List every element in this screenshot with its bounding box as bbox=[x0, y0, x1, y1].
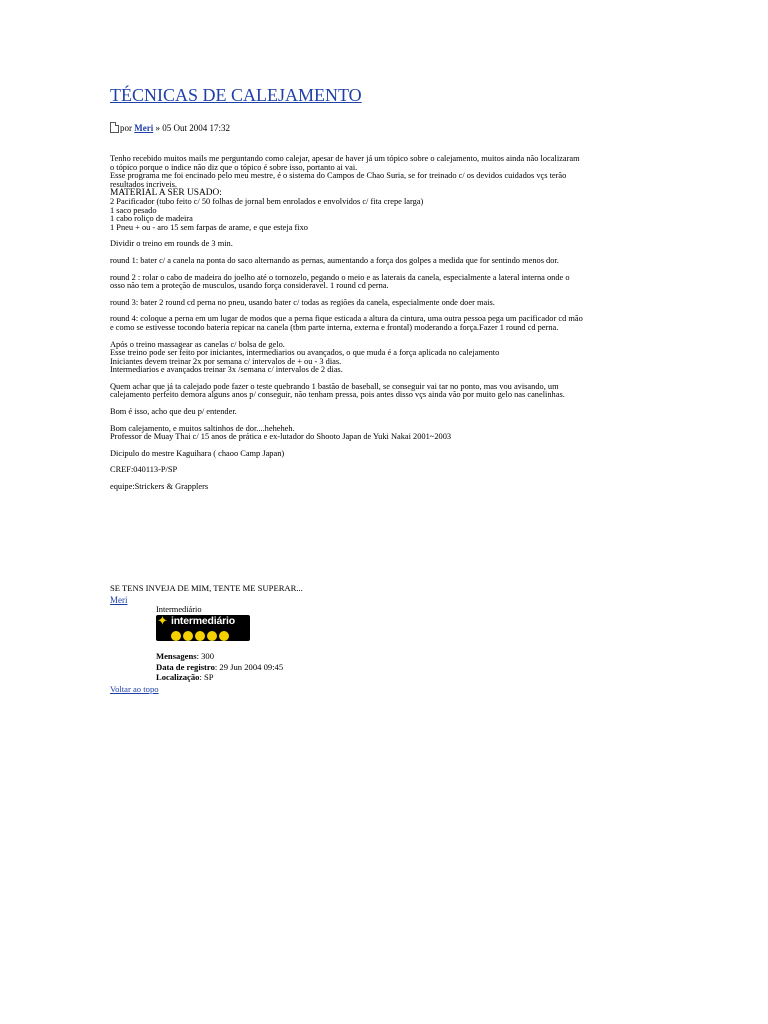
rank-dot bbox=[183, 631, 193, 641]
round-1: round 1: bater c/ a canela na ponta do saco alternando as pernas, aumentando a força dos golpes a medida que for sentindo menos dor. bbox=[110, 255, 559, 265]
closing-line: Professor de Muay Thai c/ 15 anos de prática e ex-lutador do Shooto Japan de Yuki Nakai 2001~2003 bbox=[110, 432, 452, 442]
back-to-top-link[interactable]: Voltar ao topo bbox=[110, 684, 159, 694]
material-item: 1 cabo roliço de madeira bbox=[110, 214, 193, 224]
rounds-intro: Dividir o treino em rounds de 3 min. bbox=[110, 239, 233, 249]
messages-value: : 300 bbox=[196, 651, 215, 661]
post-meta bbox=[110, 122, 230, 134]
round-2: osso não tem a proteção de musculos, usando força consideravel. 1 round cd perna. bbox=[110, 281, 389, 291]
rank-dot bbox=[219, 631, 229, 641]
round-4: round 4: coloque a perna em um lugar de modos que a perna fique esticada a altura da cintura, uma outra pessoa pega um pacificador cd mão bbox=[110, 314, 583, 324]
test-line: calejamento perfeito demora alguns anos p/ conseguir, não tenham pressa, pois antes disso vçs ainda vão por muito gelo nas canelinhas. bbox=[110, 390, 565, 400]
after-line: Esse treino pode ser feito por iniciantes, intermediarios ou avançados, o que muda é a força aplicada no calejamento bbox=[110, 348, 500, 358]
registered-label: Data de registro bbox=[156, 661, 215, 672]
location-value: : SP bbox=[199, 672, 214, 682]
closing-line: Bom calejamento, e muitos saltinhos de dor....heheheh. bbox=[110, 423, 295, 433]
body-line: Esse programa me foi encinado pelo meu mestre, é o sistema do Campos de Chao Suria, se for treinado c/ os devidos cuidados vçs terão bbox=[110, 171, 567, 181]
test-line: Quem achar que já ta calejado pode fazer o teste quebrando 1 bastão de baseball, se conseguir vai tar no ponto, mas vou avisando, um bbox=[110, 381, 559, 391]
bom-line: Bom é isso, acho que deu p/ entender. bbox=[110, 407, 237, 417]
poster-name-link[interactable]: Meri bbox=[110, 595, 128, 605]
post-date: 05 Out 2004 17:32 bbox=[162, 123, 230, 133]
rank-dot bbox=[195, 631, 205, 641]
after-line: Intermediarios e avançados treinar 3x /semana c/ intervalos de 2 dias. bbox=[110, 365, 343, 375]
meta-separator: » bbox=[153, 123, 163, 133]
post-icon bbox=[110, 122, 119, 133]
round-3: round 3: bater 2 round cd perna no pneu, usando bater c/ todas as regiões da canela, especialmente onde doer mais. bbox=[110, 297, 495, 307]
location-row bbox=[156, 672, 283, 683]
disciple-line: Dicipulo do mestre Kaguihara ( chaoo Camp Japan) bbox=[110, 448, 285, 458]
topic-title-link[interactable]: TÉCNICAS DE CALEJAMENTO bbox=[110, 85, 362, 105]
registered-value: : 29 Jun 2004 09:45 bbox=[214, 661, 284, 672]
team-line: equipe:Strickers & Grapplers bbox=[110, 482, 209, 492]
material-heading: MATERIAL A SER USADO: bbox=[110, 188, 222, 199]
messages-row bbox=[156, 651, 283, 662]
material-item: 2 Pacificador (tubo feito c/ 50 folhas de jornal bem enrolados e envolvidos c/ fita crepe larga) bbox=[110, 196, 424, 206]
post-body bbox=[110, 155, 655, 492]
material-item: 1 Pneu + ou - aro 15 sem farpas de arame, e que esteja fixo bbox=[110, 222, 308, 232]
rank-dot bbox=[171, 631, 181, 641]
material-item: 1 saco pesado bbox=[110, 205, 157, 215]
body-line: Tenho recebido muitos mails me perguntando como calejar, apesar de haver já um tópico sobre o calejamento, muitos ainda não localizaram bbox=[110, 154, 580, 163]
rank-title: Intermediário bbox=[156, 605, 202, 614]
rank-badge bbox=[156, 615, 250, 641]
body-line: o tópico porque o indice não diz que o tópico é sobre isso, portanto ai vai. bbox=[110, 162, 358, 172]
poster-profile bbox=[156, 651, 283, 683]
after-line: Após o treino massagear as canelas c/ bolsa de gelo. bbox=[110, 339, 285, 349]
rank-dot bbox=[207, 631, 217, 641]
author-link[interactable]: Meri bbox=[134, 123, 154, 133]
body-line: resultados incriveis. bbox=[110, 179, 177, 189]
round-2: round 2 : rolar o cabo de madeira do joelho até o tornozelo, pegando o meio e as laterais da canela, especialmente a lateral interna onde o bbox=[110, 272, 570, 282]
round-4: e como se estivesse tocondo bateria repicar na canela (tbm parte interna, externa e frontal) moderando a força.Fazer 1 round cd perna. bbox=[110, 322, 559, 332]
after-line: Iniciantes devem treinar 2x por semana c/ intervalos de + ou - 3 dias. bbox=[110, 356, 342, 366]
signature: SE TENS INVEJA DE MIM, TENTE ME SUPERAR... bbox=[110, 583, 303, 593]
rank-dots bbox=[171, 628, 231, 639]
registered-row bbox=[156, 662, 283, 673]
rank-badge-text: intermediário bbox=[171, 615, 235, 627]
location-label: Localização bbox=[156, 672, 200, 682]
cref-line: CREF:040113-P/SP bbox=[110, 465, 178, 475]
by-label: por bbox=[120, 123, 135, 133]
star-icon: ✦ bbox=[157, 615, 168, 629]
messages-label: Mensagens bbox=[156, 651, 197, 661]
